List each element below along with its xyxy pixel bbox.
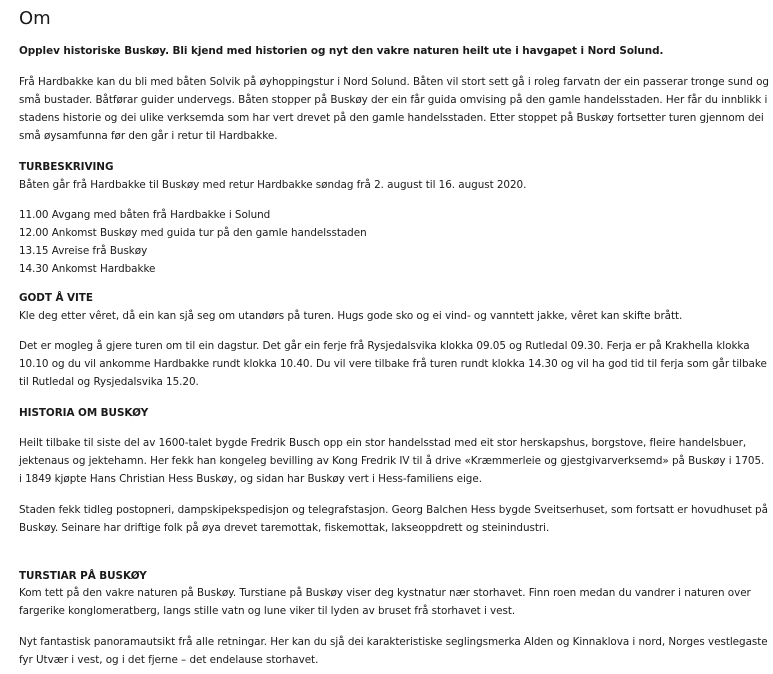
turstiar-heading: TURSTIAR PÅ BUSKØY — [19, 570, 147, 582]
schedule-item: 11.00 Avgang med båten frå Hardbakke i Solund — [19, 209, 271, 221]
historia-paragraph-1: Heilt tilbake til siste del av 1600-talet bygde Fredrik Busch opp ein stor handelsstad med eit stor herskapshus, borgstove, fleire handelsbuer, jektenaus og jektehamn. Her fekk han kongeleg bevilling av Kong Fredrik IV til å drive «Kræmmerleie og gjestgivarverksemd» på Buskøy i 1705. i 1849 kjøpte Hans Christian Hess Buskøy, og sidan har Buskøy vert i Hess-familiens eige. — [19, 437, 765, 485]
turstiar-paragraph-2: Nyt fantastisk panoramautsikt frå alle retningar. Her kan du sjå dei karakteristiske seglingsmerka Alden og Kinnaklova i nord, Norges vestlegaste fyr Utvær i vest, og i det fjerne – det endelause storhavet. — [19, 636, 768, 666]
schedule-item: 14.30 Ankomst Hardbakke — [19, 263, 156, 275]
lead-paragraph: Opplev historiske Buskøy. Bli kjend med historien og nyt den vakre naturen heilt ute i havgapet i Nord Solund. — [19, 45, 664, 57]
godt-a-vite-heading: GODT Å VITE — [19, 292, 93, 304]
intro-paragraph: Frå Hardbakke kan du bli med båten Solvik på øyhoppingstur i Nord Solund. Båten vil stort sett gå i roleg farvatn der ein passerar tronge sund og små bustader. Båtførar guider undervegs. Båten stopper på Buskøy der ein får guida omvising på den gamle handelsstaden. Her får du innblikk i stadens historie og dei ulike verksemda som har vert drevet på den gamle handelsstaden. Etter stoppet på Buskøy fortsetter turen gjennom dei små øysamfunna før den går i retur til Hardbakke. — [19, 76, 769, 142]
turstiar-paragraph-1: Kom tett på den vakre naturen på Buskøy. Turstiane på Buskøy viser deg kystnatur nær storhavet. Finn roen medan du vandrer i naturen over fargerike konglomeratberg, langs stille vatn og lune viker til lyden av bruset frå storhavet i vest. — [19, 587, 751, 617]
schedule-item: 12.00 Ankomst Buskøy med guida tur på den gamle handelsstaden — [19, 227, 367, 239]
historia-heading: HISTORIA OM BUSKØY — [19, 407, 149, 419]
schedule-list — [19, 206, 769, 278]
turbeskriving-heading: TURBESKRIVING — [19, 161, 114, 173]
godt-a-vite-paragraph-1: Kle deg etter vêret, då ein kan sjå seg om utandørs på turen. Hugs gode sko og ei vind- og vanntett jakke, vêret kan skifte brått. — [19, 310, 683, 322]
turbeskriving-text: Båten går frå Hardbakke til Buskøy med retur Hardbakke søndag frå 2. august til 16. august 2020. — [19, 179, 527, 191]
schedule-item: 13.15 Avreise frå Buskøy — [19, 245, 148, 257]
page-title: Om — [19, 8, 51, 29]
historia-paragraph-2: Staden fekk tidleg postopneri, dampskipekspedisjon og telegrafstasjon. Georg Balchen Hess bygde Sveitserhuset, som fortsatt er hovudhuset på Buskøy. Seinare har driftige folk på øya drevet taremottak, fiskemottak, lakseoppdrett og steinindustri. — [19, 504, 768, 534]
godt-a-vite-paragraph-2: Det er mogleg å gjere turen om til ein dagstur. Det går ein ferje frå Rysjedalsvika klokka 09.05 og Rutledal 09.30. Ferja er på Krakhella klokka 10.10 og du vil ankomme Hardbakke rundt klokka 10.40. Du vil vere tilbake frå turen rundt klokka 14.30 og vil ha god tid til ferja som går tilbake til Rutledal og Rysjedalsvika 15.20. — [19, 340, 767, 388]
